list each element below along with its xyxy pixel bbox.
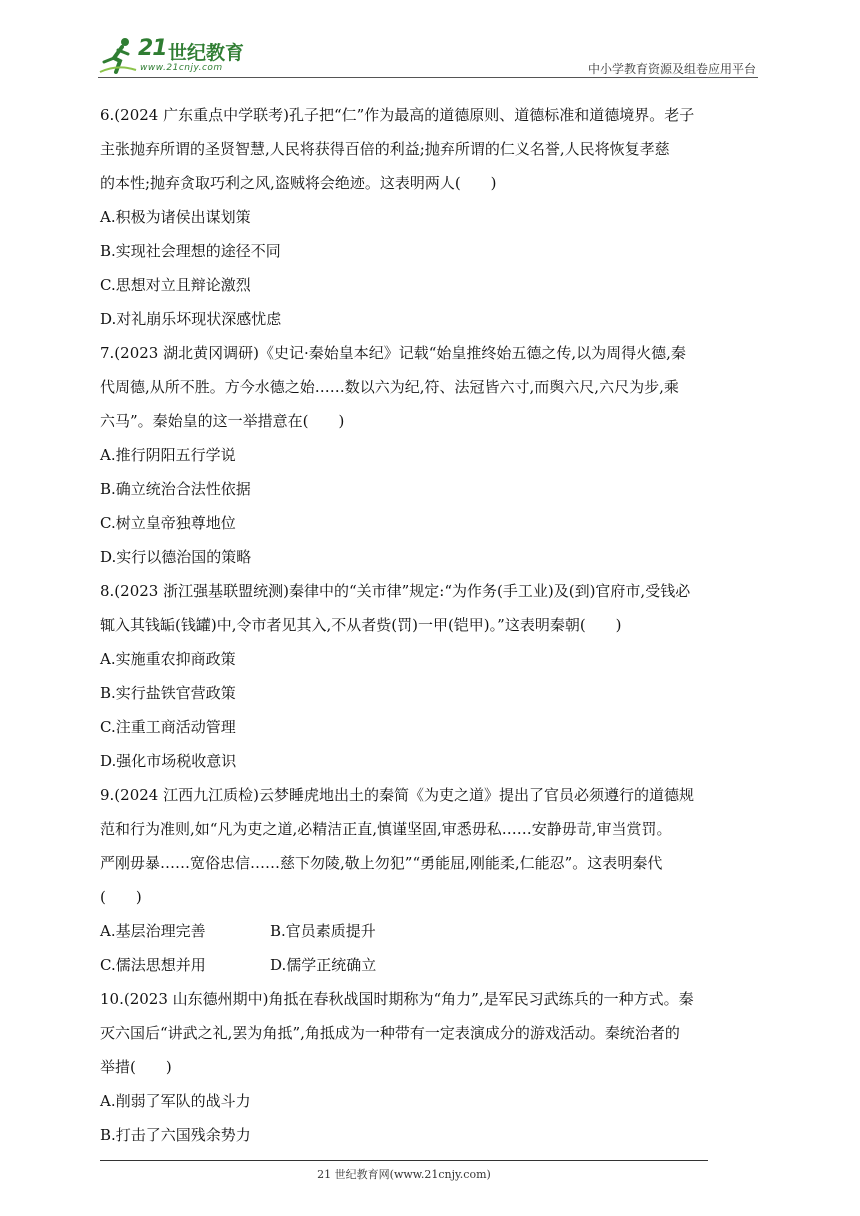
option-b[interactable]: B.打击了六国残余势力	[100, 1126, 251, 1144]
question-stem	[100, 336, 764, 438]
stem-line: 主张抛弃所谓的圣贤智慧,人民将获得百倍的利益;抛弃所谓的仁义名誉,人民将恢复孝慈	[100, 140, 670, 158]
footer-text[interactable]: 21 世纪教育网(www.21cnjy.com)	[317, 1168, 491, 1181]
page-header	[98, 30, 758, 78]
option-c[interactable]: C.树立皇帝独尊地位	[100, 514, 236, 532]
stem-line: 严刚毋暴……宽俗忠信……慈下勿陵,敬上勿犯”“勇能屈,刚能柔,仁能忍”。这表明秦代	[100, 854, 663, 872]
stem-line: 的本性;抛弃贪取巧利之风,盗贼将会绝迹。这表明两人( )	[100, 174, 497, 192]
footer-divider	[100, 1160, 708, 1161]
stem-line: 8.(2023 浙江强基联盟统测)秦律中的“关市律”规定:“为作务(手工业)及(到)官府市,受钱必	[100, 582, 691, 600]
option-c[interactable]: C.儒法思想并用	[100, 956, 206, 974]
option-d[interactable]: D.实行以德治国的策略	[100, 548, 252, 566]
question-stem	[100, 574, 764, 642]
header-divider	[98, 77, 758, 78]
stem-line: 范和行为准则,如“凡为吏之道,必精洁正直,慎谨坚固,审悉毋私……安静毋苛,审当赏罚。	[100, 820, 672, 838]
option-d[interactable]: D.对礼崩乐坏现状深感忧虑	[100, 310, 282, 328]
option-d[interactable]: D.儒学正统确立	[270, 956, 377, 974]
stem-line: 代周德,从所不胜。方今水德之始……数以六为纪,符、法冠皆六寸,而舆六尺,六尺为步,乘	[100, 378, 679, 396]
runner-logo-icon	[98, 36, 138, 76]
question-10	[100, 982, 764, 1152]
stem-line: 辄入其钱缿(钱罐)中,令市者见其入,不从者赀(罚)一甲(铠甲)。”这表明秦朝( )	[100, 616, 622, 634]
stem-line: 7.(2023 湖北黄冈调研)《史记·秦始皇本纪》记载“始皇推终始五德之传,以为周得火德,秦	[100, 344, 686, 362]
site-logo[interactable]	[98, 34, 268, 78]
stem-line: 6.(2024 广东重点中学联考)孔子把“仁”作为最高的道德原则、道德标准和道德境界。老子	[100, 106, 695, 124]
stem-line: 9.(2024 江西九江质检)云梦睡虎地出土的秦简《为吏之道》提出了官员必须遵行的道德规	[100, 786, 694, 804]
option-a[interactable]: A.削弱了军队的战斗力	[100, 1092, 251, 1110]
question-8	[100, 574, 764, 778]
question-stem	[100, 778, 764, 914]
question-stem	[100, 982, 764, 1084]
stem-line: 举措( )	[100, 1058, 172, 1076]
question-list	[100, 98, 764, 1152]
logo-text: 世纪教育	[168, 42, 245, 64]
option-a[interactable]: A.实施重农抑商政策	[100, 650, 236, 668]
stem-line: 10.(2023 山东德州期中)角抵在春秋战国时期称为“角力”,是军民习武练兵的一种方式。秦	[100, 990, 694, 1008]
question-7	[100, 336, 764, 574]
question-stem	[100, 98, 764, 200]
option-b[interactable]: B.官员素质提升	[270, 922, 376, 940]
question-9	[100, 778, 764, 982]
stem-line: ( )	[100, 888, 142, 906]
question-6	[100, 98, 764, 336]
option-row	[100, 948, 764, 982]
platform-name: 中小学教育资源及组卷应用平台	[587, 62, 756, 76]
option-b[interactable]: B.确立统治合法性依据	[100, 480, 251, 498]
option-c[interactable]: C.注重工商活动管理	[100, 718, 236, 736]
option-b[interactable]: B.实现社会理想的途径不同	[100, 242, 281, 260]
option-a[interactable]: A.基层治理完善	[100, 922, 206, 940]
logo-number: 21	[138, 36, 167, 61]
option-a[interactable]: A.推行阴阳五行学说	[100, 446, 236, 464]
option-a[interactable]: A.积极为诸侯出谋划策	[100, 208, 251, 226]
option-d[interactable]: D.强化市场税收意识	[100, 752, 237, 770]
stem-line: 六马”。秦始皇的这一举措意在( )	[100, 412, 345, 430]
stem-line: 灭六国后“讲武之礼,罢为角抵”,角抵成为一种带有一定表演成分的游戏活动。秦统治者的	[100, 1024, 680, 1042]
option-row	[100, 914, 764, 948]
logo-url: www.21cnjy.com	[140, 63, 223, 73]
option-b[interactable]: B.实行盐铁官营政策	[100, 684, 236, 702]
option-c[interactable]: C.思想对立且辩论激烈	[100, 276, 251, 294]
